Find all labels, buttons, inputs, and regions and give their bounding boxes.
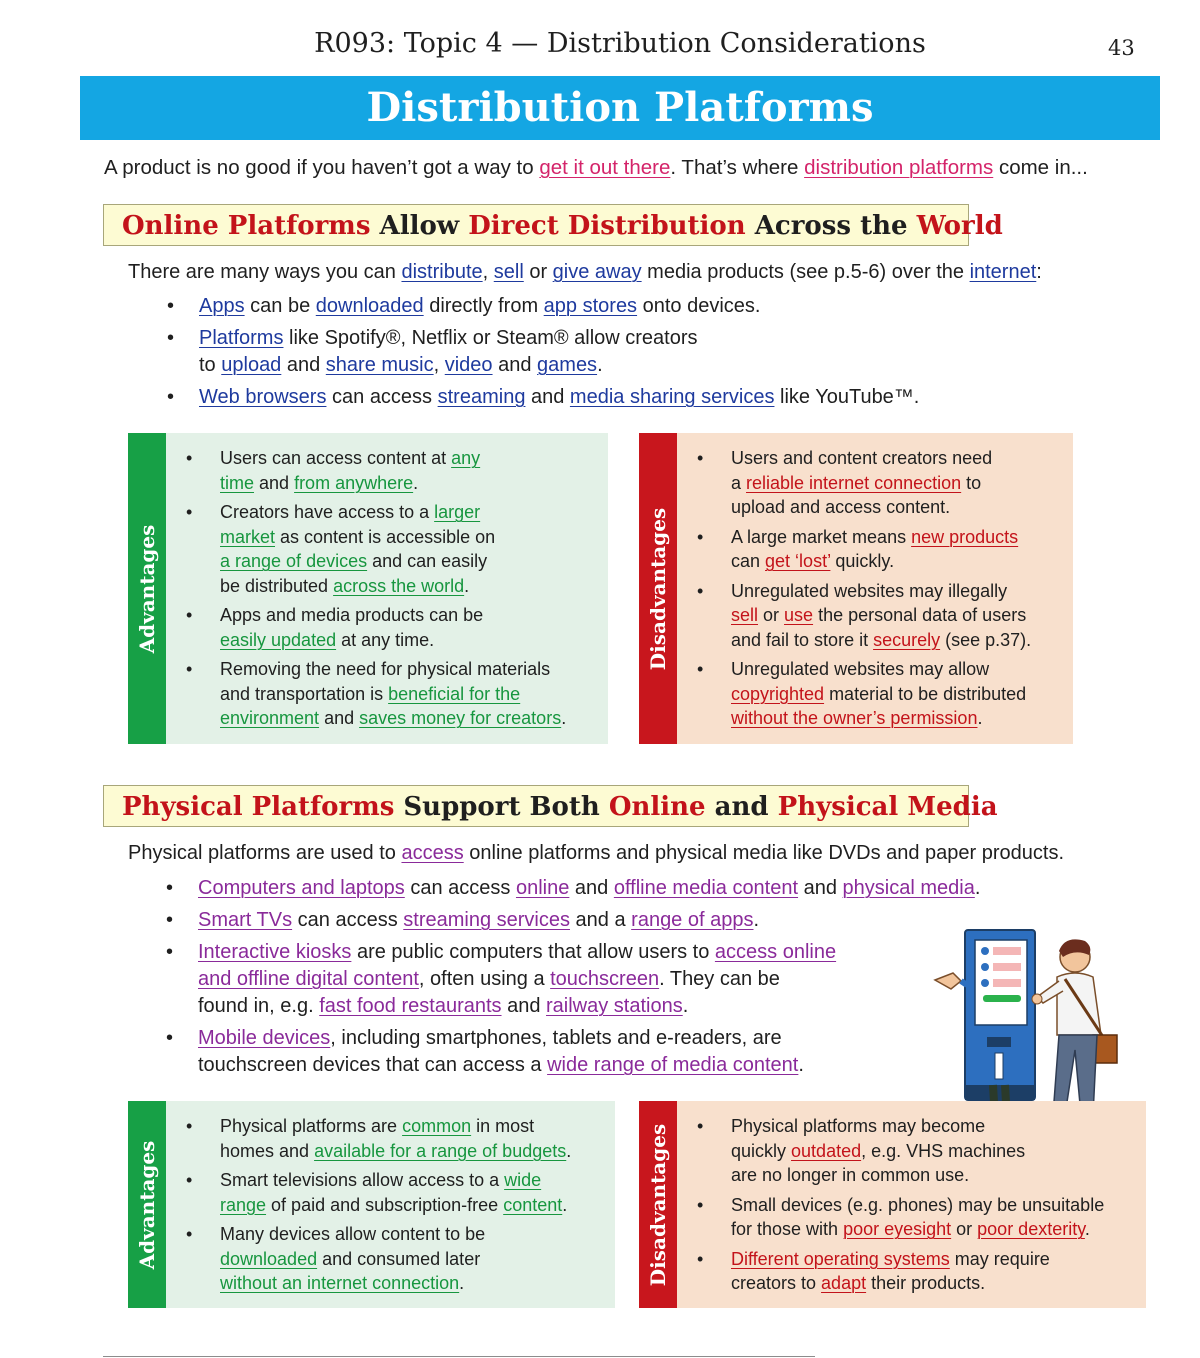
- title-banner: [80, 76, 1160, 140]
- link[interactable]: content: [503, 1194, 563, 1215]
- text: and consumed later: [317, 1248, 481, 1269]
- link[interactable]: new products: [911, 526, 1019, 547]
- text: and transportation is: [220, 683, 389, 704]
- text: Creators have access to a: [220, 502, 435, 522]
- text: .: [464, 575, 470, 596]
- text: and: [319, 708, 360, 728]
- text: ,: [482, 261, 494, 283]
- link[interactable]: reliable internet connection: [746, 472, 962, 493]
- text: .: [566, 1140, 572, 1161]
- text: Physical platforms may become: [731, 1116, 986, 1136]
- text: the personal data of users: [813, 605, 1027, 625]
- advantages-label: Advantages: [135, 1140, 159, 1269]
- text: .: [413, 472, 419, 493]
- link[interactable]: without an internet connection: [220, 1273, 460, 1293]
- text: to: [961, 472, 982, 493]
- text: , often using a: [418, 968, 551, 990]
- heading-word: Across the: [745, 211, 917, 241]
- link[interactable]: time: [220, 472, 255, 493]
- footer-divider: [103, 1356, 815, 1357]
- intro-text: [104, 154, 1088, 181]
- text: online platforms and physical media like DVDs and paper products.: [463, 842, 1065, 864]
- link[interactable]: downloaded: [220, 1248, 318, 1269]
- heading-word: World: [916, 211, 1003, 241]
- link-apps[interactable]: Apps: [199, 295, 245, 317]
- link[interactable]: copyrighted: [731, 683, 825, 704]
- link[interactable]: range: [220, 1194, 267, 1215]
- text: like Spotify®, Netflix or Steam® allow creators: [283, 327, 698, 349]
- text: .: [977, 708, 983, 728]
- text: can be: [244, 295, 316, 317]
- link[interactable]: use: [784, 605, 814, 625]
- text: There are many ways you can: [128, 261, 402, 283]
- text: material to be distributed: [824, 683, 1027, 704]
- link[interactable]: fast food restaurants: [319, 995, 502, 1017]
- link[interactable]: available for a range of budgets: [314, 1140, 567, 1161]
- text: as content is accessible on: [275, 526, 496, 547]
- link-get-it-out-there[interactable]: get it out there: [539, 156, 671, 179]
- list-item: [697, 579, 1073, 653]
- heading-word: Physical Media: [777, 792, 998, 822]
- text: and: [501, 995, 547, 1017]
- text: .: [753, 909, 760, 931]
- link[interactable]: a range of devices: [220, 551, 368, 571]
- link[interactable]: without the owner’s permission: [731, 708, 978, 728]
- heading-word: Physical Platforms: [122, 792, 395, 822]
- link[interactable]: railway stations: [546, 995, 683, 1017]
- list-item: [186, 1168, 615, 1217]
- link[interactable]: saves money for creators: [359, 708, 562, 728]
- text: upload and access content.: [731, 497, 951, 517]
- link[interactable]: wide: [504, 1170, 542, 1190]
- list-item: [697, 1114, 1146, 1188]
- text: and a: [569, 909, 632, 931]
- link[interactable]: poor eyesight: [843, 1219, 952, 1239]
- link-downloaded[interactable]: downloaded: [315, 295, 424, 317]
- link-sell[interactable]: sell: [493, 261, 524, 283]
- online-advantages-box: [128, 433, 608, 744]
- text: .: [561, 708, 567, 728]
- list-item: [697, 525, 1073, 574]
- list-item: [186, 603, 606, 652]
- text: can access: [404, 877, 516, 899]
- disadvantages-label: Disadvantages: [646, 1123, 670, 1286]
- text: may require: [949, 1248, 1050, 1269]
- link[interactable]: wide range of media content: [547, 1054, 799, 1076]
- text: .: [974, 877, 981, 899]
- list-item: [166, 875, 1126, 902]
- online-intro: [128, 259, 1042, 286]
- text: a: [731, 472, 747, 493]
- text: .: [798, 1054, 804, 1076]
- text: and can easily: [367, 551, 488, 571]
- text: and: [798, 877, 843, 899]
- link[interactable]: any: [451, 448, 481, 468]
- link[interactable]: Smart TVs: [198, 909, 293, 931]
- physical-section-heading: [103, 785, 998, 827]
- link[interactable]: offline media content: [613, 877, 799, 899]
- text: Unregulated websites may illegally: [731, 580, 1008, 601]
- text: Physical platforms are used to: [128, 842, 402, 864]
- text: and: [525, 386, 570, 408]
- text: found in, e.g.: [198, 995, 320, 1017]
- text: Removing the need for physical materials: [220, 659, 551, 679]
- link[interactable]: get ‘lost’: [765, 551, 831, 571]
- link[interactable]: larger: [434, 502, 481, 522]
- online-disadvantages-box: [639, 433, 1073, 744]
- link[interactable]: from anywhere: [294, 472, 414, 493]
- intro-t3: come in...: [993, 156, 1088, 179]
- link[interactable]: online: [515, 877, 570, 899]
- text: onto devices.: [637, 295, 761, 317]
- list-item: [167, 325, 927, 379]
- page-header-title: R093: Topic 4 — Distribution Considerations: [314, 28, 926, 59]
- heading-word: Online: [608, 792, 706, 822]
- link-app-stores[interactable]: app stores: [543, 295, 638, 317]
- text: Unregulated websites may allow: [731, 659, 990, 679]
- list-item: [697, 1247, 1146, 1296]
- text: or: [951, 1219, 978, 1239]
- link-internet[interactable]: internet: [969, 261, 1037, 283]
- text: Users and content creators need: [731, 448, 993, 468]
- link[interactable]: securely: [873, 629, 941, 650]
- link-access[interactable]: access: [401, 842, 464, 864]
- link-platforms[interactable]: Platforms: [199, 327, 284, 349]
- list-item: [186, 500, 606, 598]
- text: of paid and subscription-free: [266, 1194, 504, 1215]
- text: can access: [292, 909, 404, 931]
- text: A large market means: [731, 526, 912, 547]
- heading-word: and: [705, 792, 778, 822]
- text: quickly: [731, 1140, 792, 1161]
- text: .: [1084, 1219, 1090, 1239]
- text: Physical platforms are: [220, 1116, 403, 1136]
- text: media products (see p.5-6) over the: [641, 261, 970, 283]
- link[interactable]: beneficial for the: [388, 683, 521, 704]
- text: their products.: [866, 1273, 986, 1293]
- disadvantages-label-bar: [639, 433, 677, 744]
- text: are no longer in common use.: [731, 1165, 970, 1185]
- link[interactable]: across the world: [333, 575, 465, 596]
- link-streaming[interactable]: streaming: [437, 386, 526, 408]
- text: and: [492, 354, 538, 376]
- text: .: [597, 354, 603, 376]
- intro-t1: A product is no good if you haven’t got a way to: [104, 156, 540, 179]
- text: ,: [433, 354, 445, 376]
- text: Small devices (e.g. phones) may be unsuitable: [731, 1194, 1105, 1215]
- disadvantages-label: Disadvantages: [646, 507, 670, 670]
- text: .: [682, 995, 689, 1017]
- link[interactable]: common: [402, 1116, 472, 1136]
- text: , e.g. VHS machines: [861, 1140, 1026, 1161]
- link-share-music[interactable]: share music: [325, 354, 434, 376]
- link[interactable]: easily updated: [220, 629, 337, 650]
- text: quickly.: [830, 551, 895, 571]
- list-item: [697, 1193, 1146, 1242]
- text: Apps and media products can be: [220, 605, 484, 625]
- online-bullet-list: [167, 293, 927, 416]
- link-video[interactable]: video: [444, 354, 493, 376]
- text: and: [254, 472, 295, 493]
- text: or: [523, 261, 553, 283]
- text: to: [199, 354, 222, 376]
- text: and: [281, 354, 326, 376]
- link-give-away[interactable]: give away: [552, 261, 642, 283]
- text: and fail to store it: [731, 629, 874, 650]
- link[interactable]: streaming services: [403, 909, 570, 931]
- text: for those with: [731, 1219, 844, 1239]
- physical-intro: [128, 840, 1064, 867]
- link[interactable]: environment: [220, 708, 320, 728]
- list-item: [186, 446, 606, 495]
- text: are public computers that allow users to: [351, 941, 715, 963]
- list-item: [697, 446, 1073, 520]
- advantages-list: [186, 446, 606, 736]
- link[interactable]: sell: [731, 605, 759, 625]
- list-item: [697, 657, 1073, 731]
- link-distribute[interactable]: distribute: [401, 261, 483, 283]
- link[interactable]: Interactive kiosks: [198, 941, 352, 963]
- disadvantages-label-bar: [639, 1101, 677, 1308]
- disadvantages-list: [697, 1114, 1146, 1301]
- heading-word: Online Platforms: [122, 211, 371, 241]
- advantages-label-bar: [128, 433, 166, 744]
- text: and: [569, 877, 614, 899]
- link[interactable]: physical media: [842, 877, 975, 899]
- link[interactable]: Computers and laptops: [198, 877, 405, 899]
- link-games[interactable]: games: [537, 354, 598, 376]
- text: like YouTube™.: [774, 386, 920, 408]
- text: in most: [471, 1116, 535, 1136]
- kiosk-illustration: [925, 925, 1125, 1125]
- heading-word: Direct Distribution: [468, 211, 746, 241]
- list-item: [167, 293, 927, 320]
- physical-disadvantages-box: [639, 1101, 1146, 1308]
- link[interactable]: and offline digital content: [198, 968, 419, 990]
- link-distribution-platforms[interactable]: distribution platforms: [804, 156, 994, 179]
- physical-advantages-box: [128, 1101, 615, 1308]
- link[interactable]: touchscreen: [550, 968, 660, 990]
- text: (see p.37).: [940, 629, 1032, 650]
- link[interactable]: outdated: [791, 1140, 862, 1161]
- text: homes and: [220, 1140, 315, 1161]
- list-item: [186, 657, 606, 731]
- link[interactable]: range of apps: [631, 909, 754, 931]
- text: be distributed: [220, 575, 334, 596]
- advantages-label: Advantages: [135, 524, 159, 653]
- online-section-heading: [103, 204, 1003, 246]
- link[interactable]: Mobile devices: [198, 1027, 331, 1049]
- advantages-label-bar: [128, 1101, 166, 1308]
- heading-word: Support Both: [394, 792, 609, 822]
- link[interactable]: Different operating systems: [731, 1248, 950, 1269]
- text: Smart televisions allow access to a: [220, 1170, 505, 1190]
- link[interactable]: market: [220, 526, 276, 547]
- text: touchscreen devices that can access a: [198, 1054, 548, 1076]
- text: creators to: [731, 1273, 822, 1293]
- text: :: [1036, 261, 1042, 283]
- disadvantages-list: [697, 446, 1073, 736]
- list-item: [167, 384, 927, 411]
- link-web-browsers[interactable]: Web browsers: [199, 386, 327, 408]
- text: . They can be: [659, 968, 780, 990]
- list-item: [186, 1222, 615, 1296]
- list-item: [186, 1114, 615, 1163]
- link[interactable]: poor dexterity: [977, 1219, 1085, 1239]
- text: can: [731, 551, 766, 571]
- page-number: 43: [1108, 36, 1135, 60]
- page-title: Distribution Platforms: [366, 84, 874, 131]
- text: .: [562, 1194, 568, 1215]
- heading-word: Allow: [370, 211, 469, 241]
- advantages-list: [186, 1114, 615, 1301]
- text: can access: [326, 386, 438, 408]
- text: directly from: [423, 295, 544, 317]
- link[interactable]: access online: [714, 941, 837, 963]
- text: at any time.: [336, 629, 435, 650]
- text: or: [758, 605, 785, 625]
- intro-t2: . That’s where: [670, 156, 805, 179]
- text: .: [459, 1273, 465, 1293]
- link-media-sharing-services[interactable]: media sharing services: [569, 386, 775, 408]
- text: Many devices allow content to be: [220, 1224, 486, 1244]
- link-upload[interactable]: upload: [221, 354, 282, 376]
- link[interactable]: adapt: [821, 1273, 867, 1293]
- text: Users can access content at: [220, 448, 452, 468]
- text: , including smartphones, tablets and e-readers, are: [330, 1027, 782, 1049]
